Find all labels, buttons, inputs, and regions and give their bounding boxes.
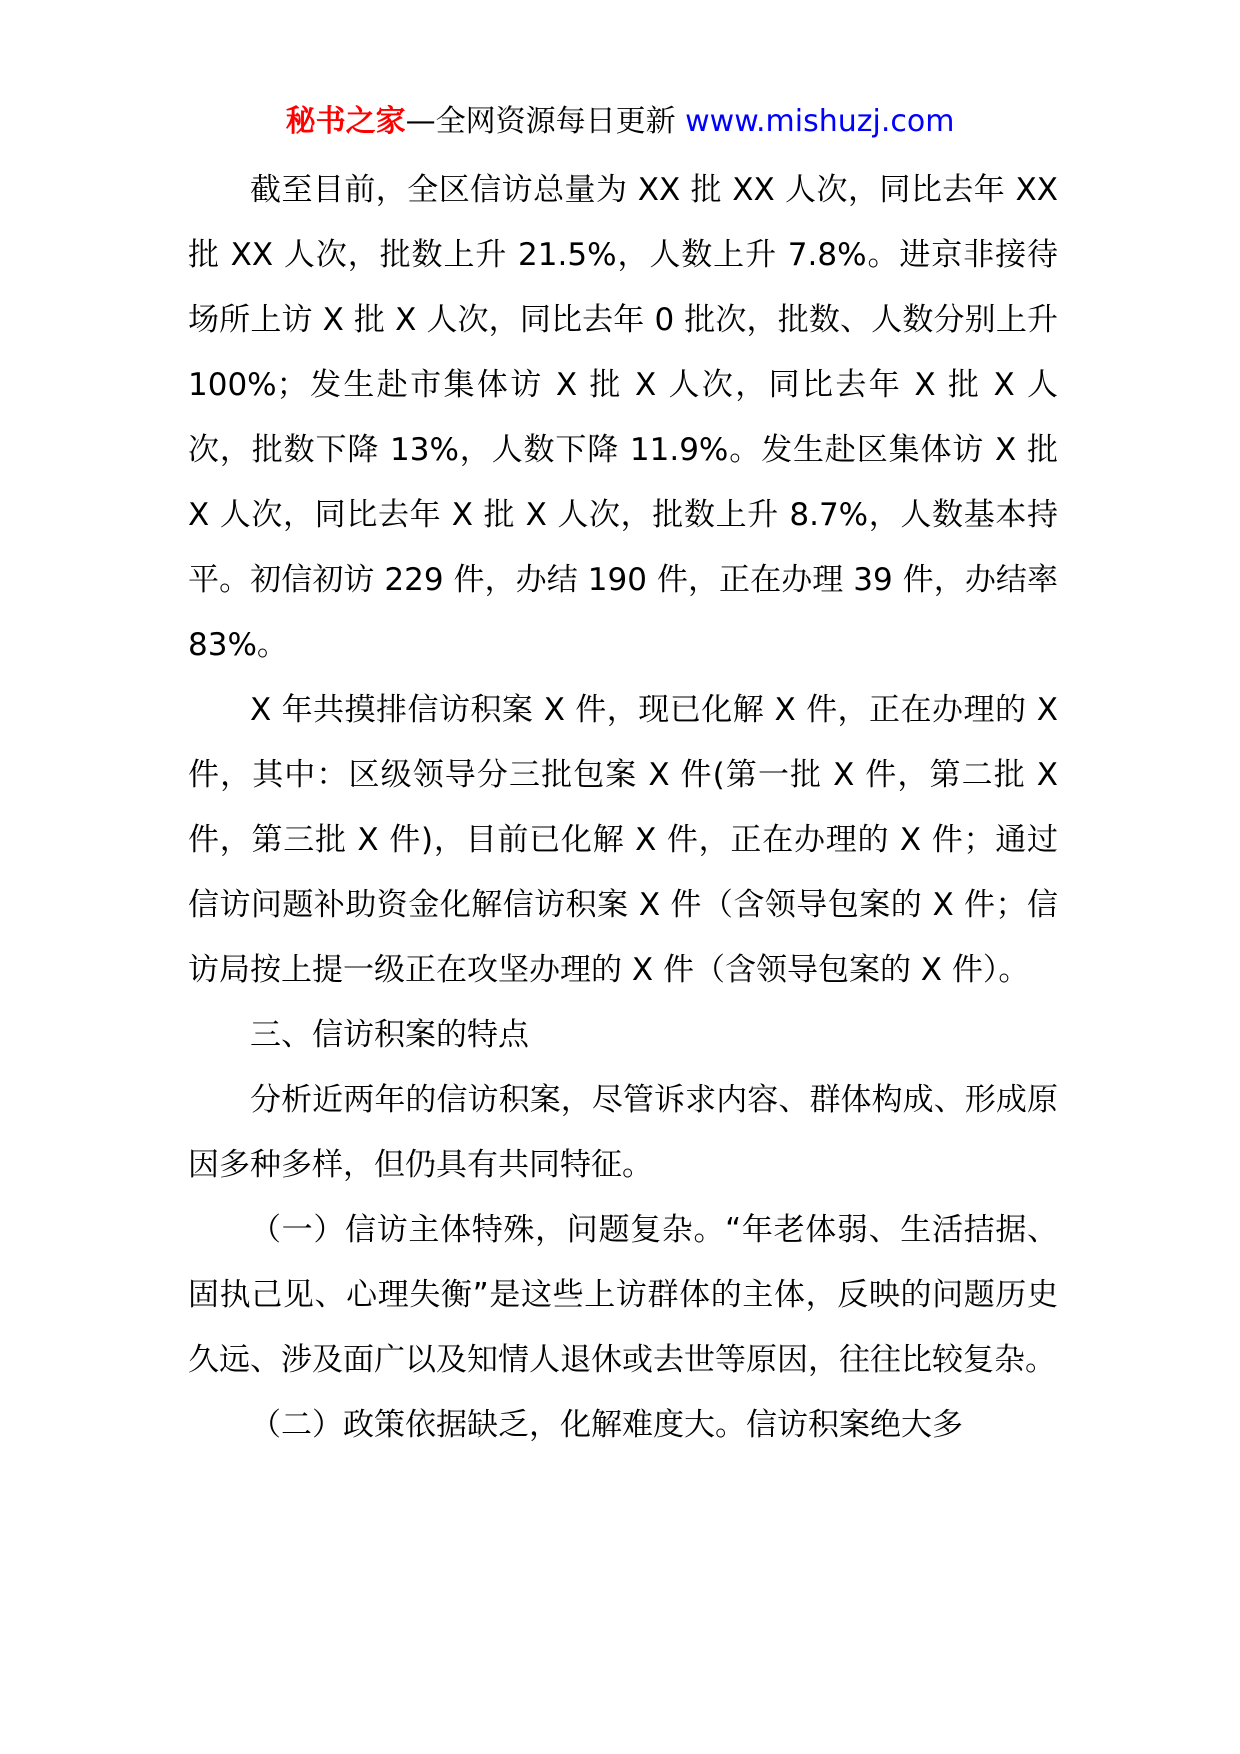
paragraph-backlog-cases: X 年共摸排信访积案 X 件，现已化解 X 件，正在办理的 X 件，其中：区级领导分三批包案 X 件(第一批 X 件，第二批 X 件，第三批 X 件)，目前已化解 X 件，正在办理的 X 件；通过信访问题补助资金化解信访积案 X 件（含领导包案的 X 件；信访局按上提一级正在攻坚办理的 X 件（含领导包案的 X 件）。 — [188, 692, 1058, 988]
section-heading-characteristics: 三、信访积案的特点 — [250, 1017, 529, 1053]
paragraph-analysis-intro: 分析近两年的信访积案，尽管诉求内容、群体构成、形成原因多种多样，但仍具有共同特征。 — [188, 1082, 1058, 1183]
paragraph-point-two: （二）政策依据缺乏，化解难度大。信访积案绝大多 — [250, 1407, 963, 1443]
paragraph-point-one: （一）信访主体特殊，问题复杂。“年老体弱、生活拮据、固执己见、心理失衡”是这些上访群体的主体，反映的问题历史久远、涉及面广以及知情人退休或去世等原因，往往比较复杂。 — [188, 1212, 1058, 1378]
site-header — [0, 100, 1240, 144]
document-body — [188, 158, 1058, 1458]
site-tagline: —全网资源每日更新 — [405, 104, 686, 139]
site-url[interactable]: www.mishuzj.com — [685, 104, 955, 139]
site-brand: 秘书之家 — [285, 104, 406, 139]
paragraph-statistics: 截至目前，全区信访总量为 XX 批 XX 人次，同比去年 XX 批 XX 人次，批数上升 21.5%，人数上升 7.8%。进京非接待场所上访 X 批 X 人次，同比去年 0 批次，批数、人数分别上升 100%；发生赴市集体访 X 批 X 人次，同比去年 X 批 X 人次，批数下降 13%，人数下降 11.9%。发生赴区集体访 X 批 X 人次，同比去年 X 批 X 人次，批数上升 8.7%，人数基本持平。初信初访 229 件，办结 190 件，正在办理 39 件，办结率 83%。 — [188, 172, 1058, 663]
